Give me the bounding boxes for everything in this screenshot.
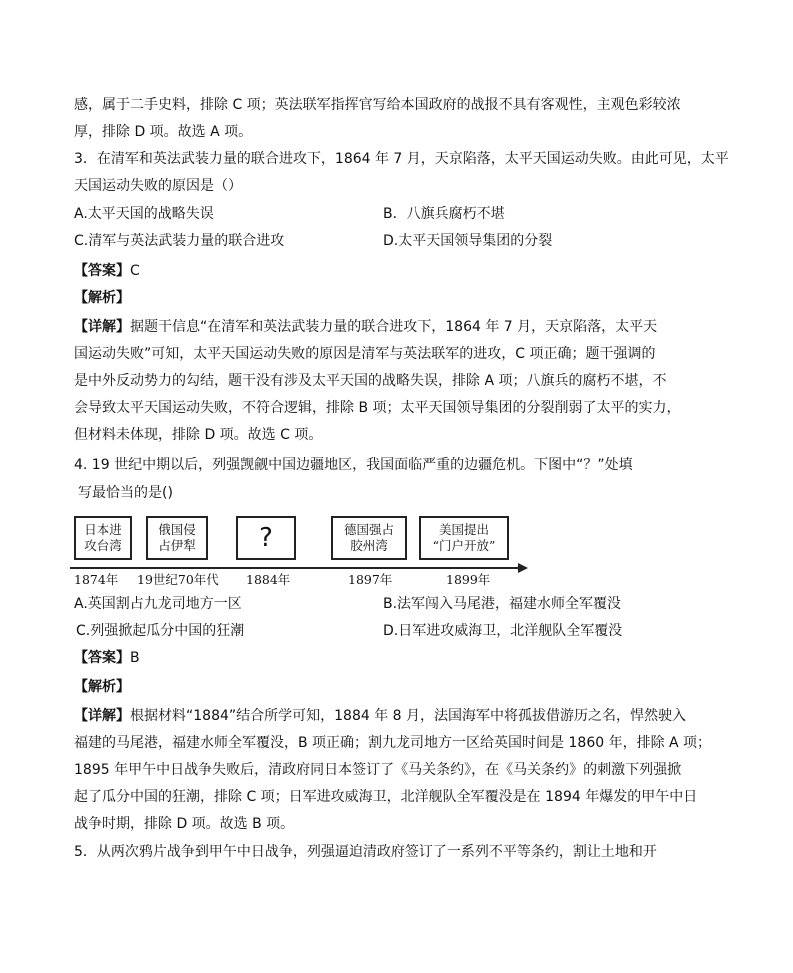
detail-line bbox=[74, 707, 686, 725]
detail-text: 根据材料“1884”结合所学可知，1884 年 8 月，法国海军中将孤拔借游历之名，悍然驶入 bbox=[130, 708, 687, 724]
question-4-stem: 写最恰当的是() bbox=[78, 485, 173, 501]
detail-tag: 【详解】 bbox=[74, 708, 130, 724]
analysis-tag: 【解析】 bbox=[74, 679, 130, 695]
event-box-1899: 美国提出 “门户开放” bbox=[419, 516, 509, 560]
event-box-1870s: 俄国侵 占伊犁 bbox=[146, 516, 208, 560]
answer-line bbox=[74, 262, 140, 280]
question-3-stem: 天国运动失败的原因是（） bbox=[74, 178, 242, 194]
detail-line: 但材料未体现，排除 D 项。故选 C 项。 bbox=[74, 427, 323, 443]
tick-label: 19世纪70年代 bbox=[137, 572, 219, 587]
text-line: 感，属于二手史料，排除 C 项；英法联军指挥官写给本国政府的战报不具有客观性，主观色彩较浓 bbox=[74, 97, 681, 113]
question-4-stem: 4. 19 世纪中期以后，列强觊觎中国边疆地区，我国面临严重的边疆危机。下图中“？”处填 bbox=[74, 457, 633, 473]
question-mark-box: ? bbox=[236, 516, 296, 560]
analysis-tag: 【解析】 bbox=[74, 290, 130, 306]
detail-line: 会导致太平天国运动失败，不符合逻辑，排除 B 项；太平天国领导集团的分裂削弱了太平的实力， bbox=[74, 400, 681, 416]
detail-line bbox=[74, 318, 657, 336]
detail-line: 国运动失败”可知，太平天国运动失败的原因是清军与英法联军的进攻，C 项正确；题干强调的 bbox=[74, 346, 656, 362]
tick-label: 1899年 bbox=[446, 572, 491, 587]
question-5-stem: 5．从两次鸦片战争到甲午中日战争，列强逼迫清政府签订了一系列不平等条约，割让土地和开 bbox=[74, 844, 657, 860]
tick-label: 1897年 bbox=[348, 572, 393, 587]
option-b: B.法军闯入马尾港，福建水师全军覆没 bbox=[383, 596, 622, 612]
detail-text: 据题干信息“在清军和英法武装力量的联合进攻下，1864 年 7 月，天京陷落，太平天 bbox=[130, 319, 658, 335]
detail-tag: 【详解】 bbox=[74, 319, 130, 335]
detail-line: 1895 年甲午中日战争失败后，清政府同日本签订了《马关条约》，在《马关条约》的刺激下列强掀 bbox=[74, 762, 682, 778]
answer-line bbox=[74, 649, 140, 667]
question-3-stem: 3．在清军和英法武装力量的联合进攻下，1864 年 7 月，天京陷落，太平天国运动失败。由此可见，太平 bbox=[74, 151, 729, 167]
tick-label: 1874年 bbox=[74, 572, 119, 587]
detail-line: 福建的马尾港，福建水师全军覆没，B 项正确；割九龙司地方一区给英国时间是 1860 年，排除 A 项； bbox=[74, 735, 712, 751]
text-line: 厚，排除 D 项。故选 A 项。 bbox=[74, 124, 253, 140]
answer-value: C bbox=[130, 263, 140, 279]
detail-line: 起了瓜分中国的狂潮，排除 C 项；日军进攻威海卫，北洋舰队全军覆没是在 1894 年爆发的甲午中日 bbox=[74, 789, 698, 805]
answer-tag: 【答案】 bbox=[74, 650, 130, 666]
detail-line: 战争时期，排除 D 项。故选 B 项。 bbox=[74, 816, 295, 832]
answer-tag: 【答案】 bbox=[74, 263, 130, 279]
event-box-1897: 德国强占 胶州湾 bbox=[331, 516, 407, 560]
option-c: C.清军与英法武装力量的联合进攻 bbox=[74, 233, 285, 249]
option-d: D.日军进攻威海卫，北洋舰队全军覆没 bbox=[383, 623, 623, 639]
option-b: B．八旗兵腐朽不堪 bbox=[383, 206, 505, 222]
option-a: A.太平天国的战略失误 bbox=[74, 206, 214, 222]
event-box-1874: 日本进 攻台湾 bbox=[74, 516, 132, 560]
option-c: C.列强掀起瓜分中国的狂潮 bbox=[76, 623, 245, 639]
detail-line: 是中外反动势力的勾结，题干没有涉及太平天国的战略失误，排除 A 项；八旗兵的腐朽不堪，不 bbox=[74, 373, 667, 389]
option-d: D.太平天国领导集团的分裂 bbox=[383, 233, 553, 249]
answer-value: B bbox=[130, 650, 140, 666]
option-a: A.英国割占九龙司地方一区 bbox=[74, 596, 242, 612]
timeline-figure bbox=[66, 508, 536, 588]
tick-label: 1884年 bbox=[246, 572, 291, 587]
